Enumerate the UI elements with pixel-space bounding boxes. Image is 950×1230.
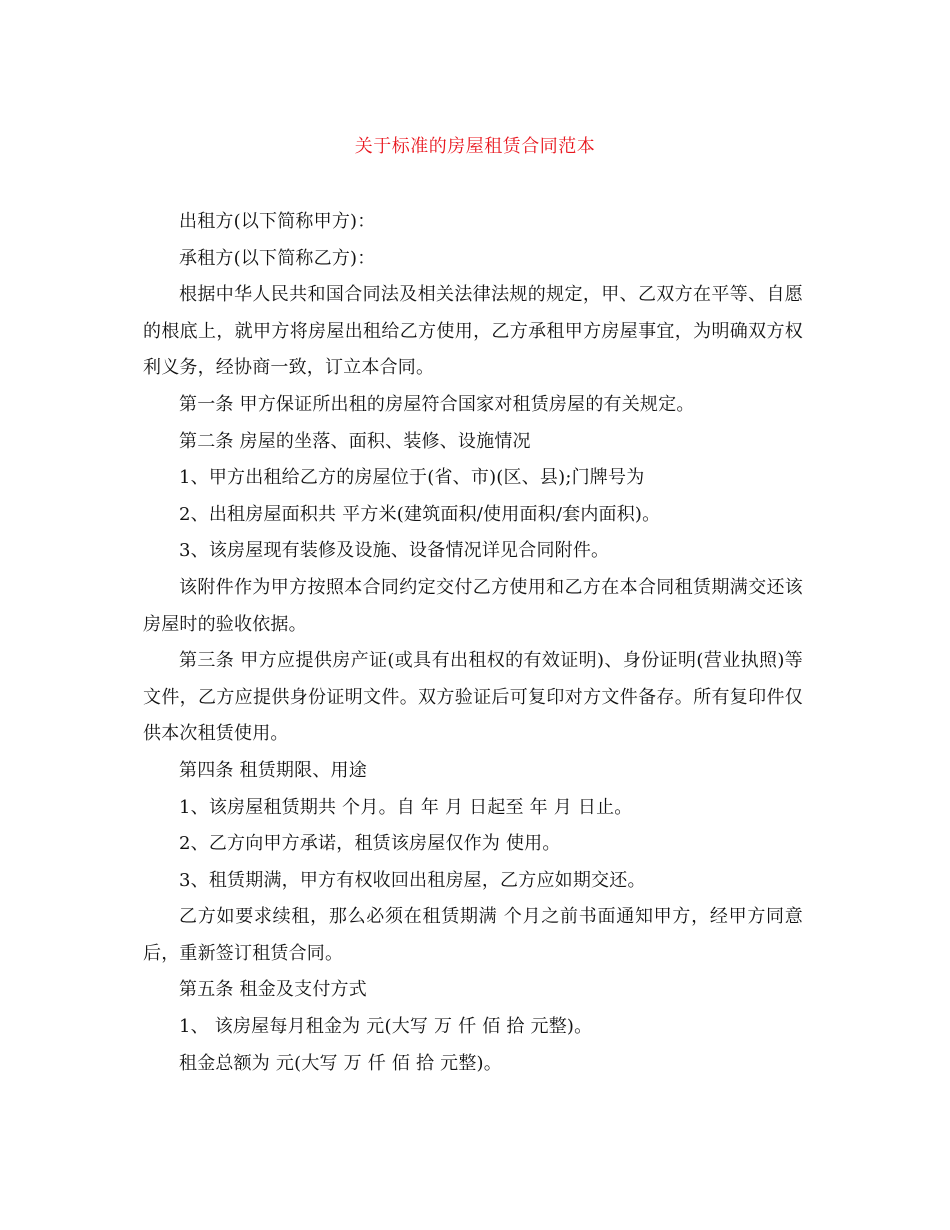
preamble-paragraph: 根据中华人民共和国合同法及相关法律法规的规定，甲、乙双方在平等、自愿的根底上，就甲方将房屋出租给乙方使用，乙方承租甲方房屋事宜，为明确双方权利义务，经协商一致，订立本合同。 [143, 284, 803, 379]
article-4-heading: 第四条 租赁期限、用途 [179, 759, 367, 781]
party-a-line: 出租方(以下简称甲方)： [179, 211, 376, 232]
renewal-paragraph: 乙方如要求续租，那么必须在租赁期满 个月之前书面通知甲方，经甲方同意后，重新签订租赁合同。 [143, 906, 803, 964]
document-title: 关于标准的房屋租赁合同范本 [354, 136, 596, 157]
article-2-item-2: 2、出租房屋面积共 平方米(建筑面积/使用面积/套内面积)。 [179, 503, 661, 525]
article-4-item-2: 2、乙方向甲方承诺，租赁该房屋仅作为 使用。 [179, 833, 561, 855]
article-4-item-1: 1、该房屋租赁期共 个月。自 年 月 日起至 年 月 日止。 [179, 796, 633, 818]
party-b-line: 承租方(以下简称乙方)： [179, 247, 376, 269]
article-4-item-3: 3、租赁期满，甲方有权收回出租房屋，乙方应如期交还。 [179, 869, 646, 891]
article-2-heading: 第二条 房屋的坐落、面积、装修、设施情况 [179, 430, 531, 452]
article-2-item-1: 1、甲方出租给乙方的房屋位于(省、市)(区、县);门牌号为 [179, 467, 645, 489]
article-5-item-1: 1、 该房屋每月租金为 元(大写 万 仟 佰 拾 元整)。 [179, 1016, 593, 1038]
article-3: 第三条 甲方应提供房产证(或具有出租权的有效证明)、身份证明(营业执照)等文件，乙方应提供身份证明文件。双方验证后可复印对方文件备存。所有复印件仅供本次租赁使用。 [143, 650, 803, 745]
article-5-heading: 第五条 租金及支付方式 [179, 979, 367, 1001]
rent-total-line: 租金总额为 元(大写 万 仟 佰 拾 元整)。 [179, 1052, 502, 1074]
article-1: 第一条 甲方保证所出租的房屋符合国家对租赁房屋的有关规定。 [179, 393, 695, 415]
attachment-paragraph: 该附件作为甲方按照本合同约定交付乙方使用和乙方在本合同租赁期满交还该房屋时的验收依据。 [143, 576, 803, 635]
document-body [143, 204, 803, 1082]
article-2-item-3: 3、该房屋现有装修及设施、设备情况详见合同附件。 [179, 540, 610, 562]
